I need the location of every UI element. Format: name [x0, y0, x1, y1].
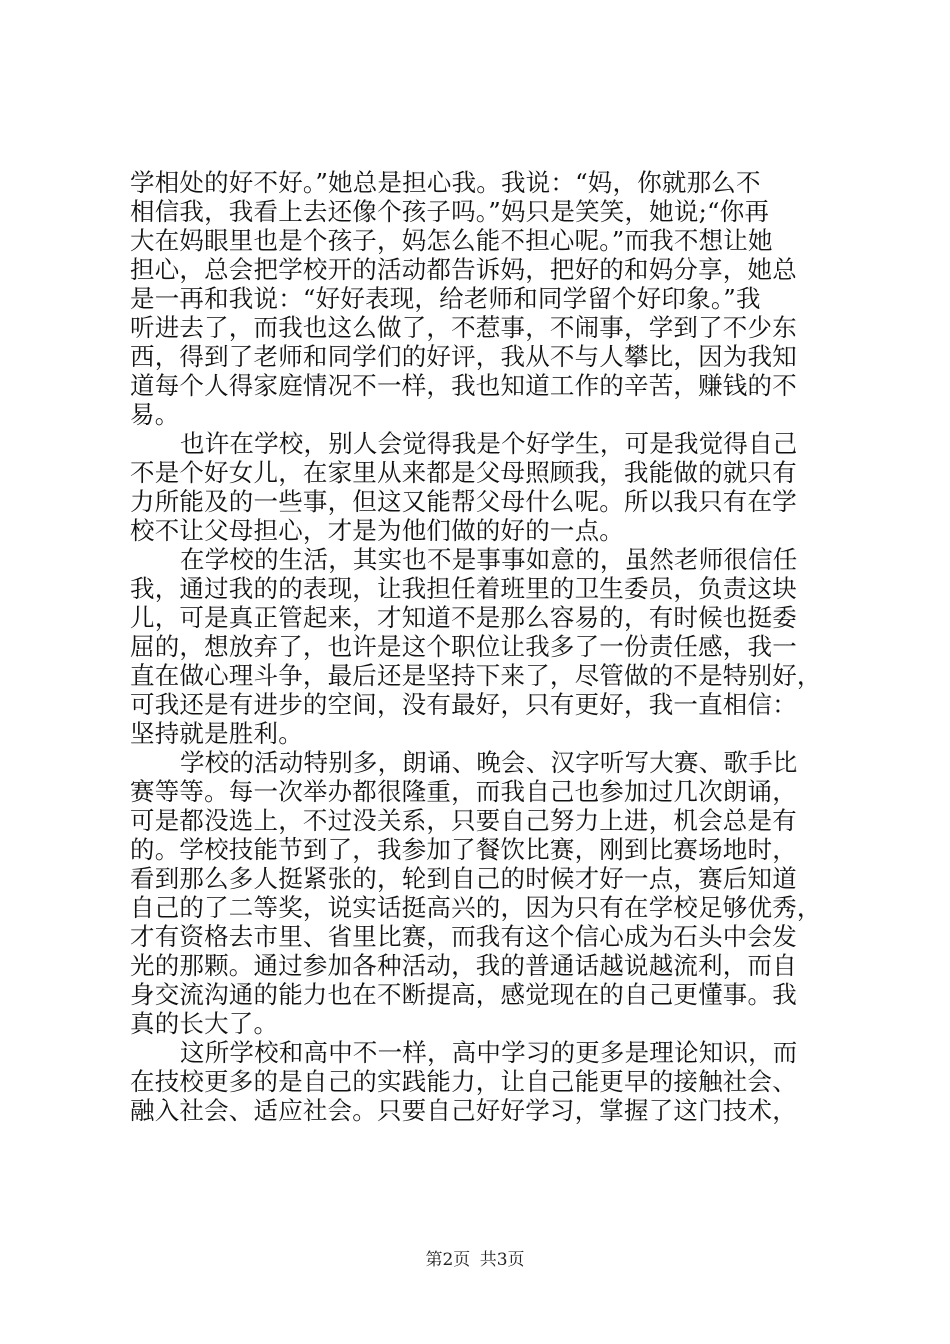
text-line: 听进去了，而我也这么做了，不惹事，不闹事，学到了不少东 — [130, 313, 797, 342]
text-line: 赛等等。每一次举办都很隆重，而我自己也参加过几次朗诵， — [130, 777, 797, 806]
text-line: 大在妈眼里也是个孩子，妈怎么能不担心呢。”而我不想让她 — [130, 226, 773, 255]
text-line: 学相处的好不好。”她总是担心我。我说：“妈，你就那么不 — [130, 168, 761, 197]
text-line: 融入社会、适应社会。只要自己好好学习，掌握了这门技术， — [130, 1096, 797, 1125]
text-line: 屈的，想放弃了，也许是这个职位让我多了一份责任感，我一 — [130, 632, 797, 661]
text-line: 在技校更多的是自己的实践能力，让自己能更早的接触社会、 — [130, 1067, 797, 1096]
text-line: 校不让父母担心，才是为他们做的好的一点。 — [130, 516, 624, 545]
text-line: 光的那颗。通过参加各种活动，我的普通话越说越流利，而自 — [130, 951, 797, 980]
text-line: 儿，可是真正管起来，才知道不是那么容易的，有时候也挺委 — [130, 603, 797, 632]
text-line: 身交流沟通的能力也在不断提高，感觉现在的自己更懂事。我 — [130, 980, 797, 1009]
text-line: 坚持就是胜利。 — [130, 719, 303, 748]
text-line: 道每个人得家庭情况不一样，我也知道工作的辛苦，赚钱的不 — [130, 371, 797, 400]
text-line: 相信我，我看上去还像个孩子吗。”妈只是笑笑，她说;“你再 — [130, 197, 770, 226]
text-line: 西，得到了老师和同学们的好评，我从不与人攀比，因为我知 — [130, 342, 797, 371]
text-line: 直在做心理斗争，最后还是坚持下来了，尽管做的不是特别好， — [130, 661, 822, 690]
document-body — [130, 168, 820, 1125]
page-total: 共3页 — [479, 1250, 525, 1270]
text-line: 自己的了二等奖，说实话挺高兴的，因为只有在学校足够优秀， — [130, 893, 822, 922]
text-line: 看到那么多人挺紧张的，轮到自己的时候才好一点，赛后知道 — [130, 864, 797, 893]
page-number: 第2页 — [425, 1250, 471, 1270]
text-line: 我，通过我的的表现，让我担任着班里的卫生委员，负责这块 — [130, 574, 797, 603]
text-line: 可我还是有进步的空间，没有最好，只有更好，我一直相信： — [130, 690, 797, 719]
text-line: 在学校的生活，其实也不是事事如意的，虽然老师很信任 — [180, 545, 798, 574]
text-line: 的。学校技能节到了，我参加了餐饮比赛，刚到比赛场地时， — [130, 835, 797, 864]
text-line: 也许在学校，别人会觉得我是个好学生，可是我觉得自己 — [180, 429, 798, 458]
text-line: 这所学校和高中不一样，高中学习的更多是理论知识，而 — [180, 1038, 798, 1067]
text-line: 可是都没选上，不过没关系，只要自己努力上进，机会总是有 — [130, 806, 797, 835]
text-line: 是一再和我说：“好好表现，给老师和同学留个好印象。”我 — [130, 284, 761, 313]
text-line: 不是个好女儿，在家里从来都是父母照顾我，我能做的就只有 — [130, 458, 797, 487]
text-line: 力所能及的一些事，但这又能帮父母什么呢。所以我只有在学 — [130, 487, 797, 516]
text-line: 真的长大了。 — [130, 1009, 279, 1038]
text-line: 学校的活动特别多，朗诵、晚会、汉字听写大赛、歌手比 — [180, 748, 798, 777]
text-line: 易。 — [130, 400, 180, 429]
text-line: 才有资格去市里、省里比赛，而我有这个信心成为石头中会发 — [130, 922, 797, 951]
page-footer — [0, 1245, 950, 1270]
text-line: 担心，总会把学校开的活动都告诉妈，把好的和妈分享，她总 — [130, 255, 797, 284]
